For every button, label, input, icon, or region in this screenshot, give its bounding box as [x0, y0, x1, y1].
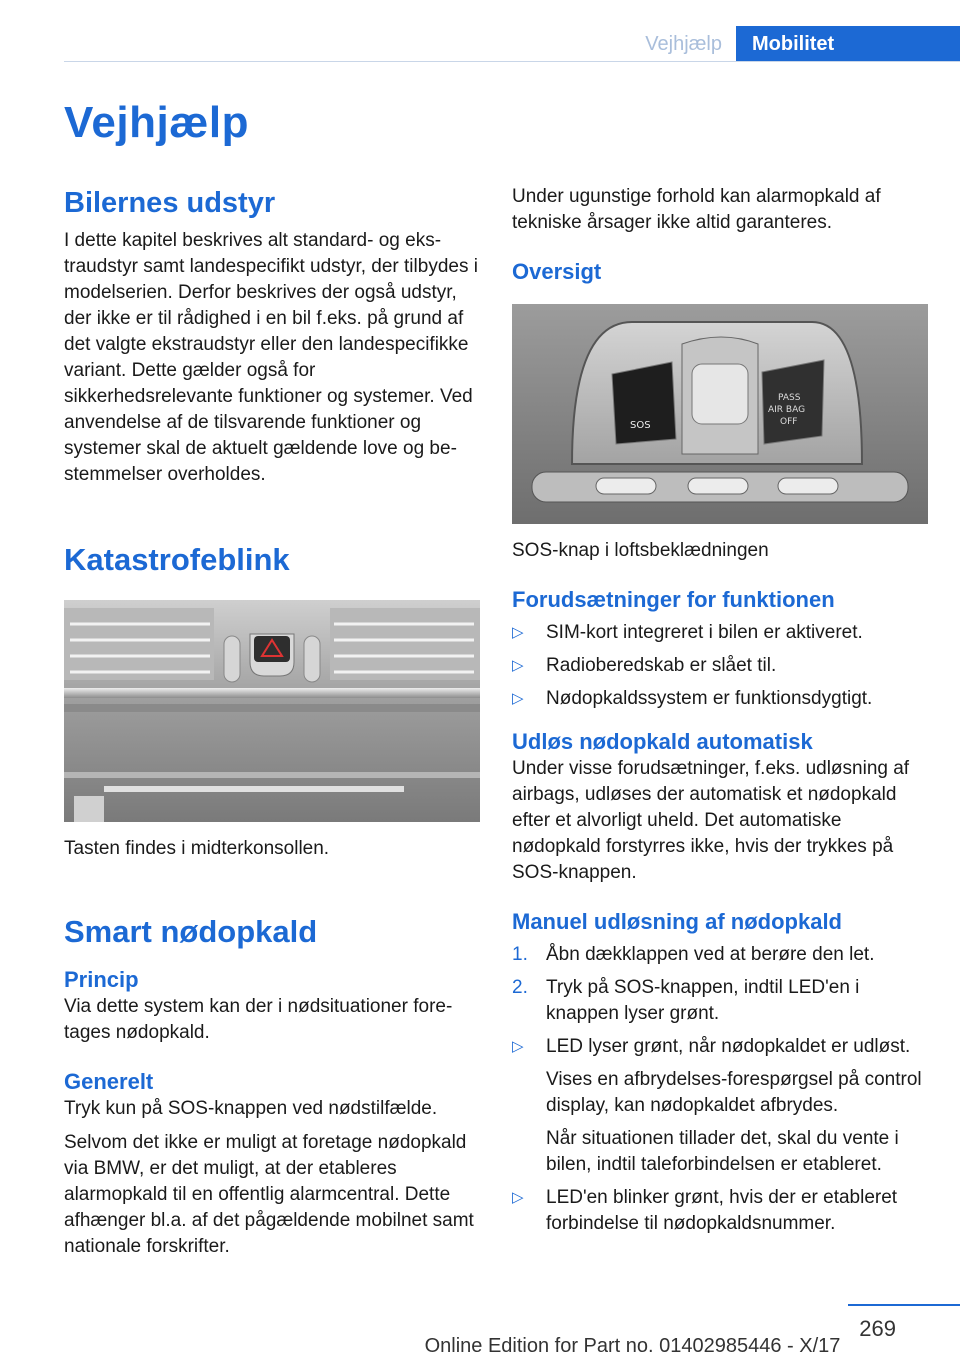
- subsection-title-princip: Princip: [64, 967, 139, 992]
- left-column: [64, 184, 480, 1260]
- pass-label: PASS: [778, 393, 801, 403]
- manuel-steps-list: [512, 942, 928, 1237]
- subsection-title-udlos-automatisk: Udløs nødopkald automatisk: [512, 729, 813, 754]
- princip-text: Via dette system kan der i nødsituationer foretages nødopkald.: [64, 996, 453, 1043]
- hazard-button-image: [64, 600, 480, 822]
- page-number: 269: [859, 1316, 896, 1341]
- intro-text: Under ugunstige forhold kan alarmopkald af tekniske årsager ikke altid garanteres.: [512, 186, 881, 233]
- header-tab-mobilitet[interactable]: Mobilitet: [736, 26, 960, 62]
- oversigt-caption: SOS-knap i loftsbeklædningen: [512, 540, 769, 561]
- triangle-bullet-icon: ▷: [512, 690, 524, 707]
- generelt-text-2: Selvom det ikke er muligt at foretage nødopkald via BMW, er det muligt, at der etableres alarmopkald til en offentlig alarmcentral. Dette afhænger bl.a. af det pågældende mobilnet samt nationale forskrifter.: [64, 1132, 474, 1257]
- triangle-bullet-icon: ▷: [512, 1189, 524, 1206]
- bilernes-udstyr-text: I dette kapitel beskrives alt standard- og ekstraudstyr samt landespecifikt udstyr, der tilbydes i modelserien. Derfor beskrives der også udstyr, der ikke er til rådighed i en bil f.eks. på grund af det valgte ekstraudstyr eller den landespecifikke variant. Dette gælder også for sikkerhedsrelevante funktioner og systemer. Ved anvendelse af de tilsvarende funktioner og systemer skal de aktuelt gældende love og bestemmelser overholdes.: [64, 230, 478, 485]
- subsection-title-manuel-udlosning: Manuel udløsning af nødopkald: [512, 909, 842, 934]
- list-item: ▷ Radioberedskab er slået til.: [512, 653, 928, 679]
- katastrofeblink-caption: Tasten findes i midterkonsollen.: [64, 838, 330, 859]
- page-title: Vejhjælp: [64, 98, 249, 147]
- off-label: OFF: [780, 417, 798, 427]
- footer-divider: [848, 1304, 960, 1306]
- edition-footer: Online Edition for Part no. 01402985446 - X/17: [424, 1335, 841, 1357]
- right-column: [512, 184, 928, 1244]
- step-item: 1. Åbn dækklappen ved at berøre den let.: [512, 944, 875, 965]
- section-title-smart-nodopkald: Smart nødopkald: [64, 914, 318, 949]
- section-title-katastrofeblink: Katastrofeblink: [64, 542, 290, 577]
- sos-console-illustration: [512, 304, 928, 524]
- airbag-label: AIR BAG: [768, 405, 806, 415]
- triangle-bullet-icon: ▷: [512, 1038, 524, 1055]
- generelt-text-1: Tryk kun på SOS-knappen ved nødstilfælde.: [64, 1098, 438, 1119]
- triangle-bullet-icon: ▷: [512, 657, 524, 674]
- udlos-text: Under visse forudsætninger, f.eks. udløsning af airbags, udløses der automatisk et nødopkald efter et alvorligt uheld. Det automatiske nødopkald forstyrres ikke, hvis der trykkes på SOS-knappen.: [512, 758, 910, 883]
- hazard-console-illustration: [64, 600, 480, 822]
- list-item: ▷ Nødopkaldssystem er funktionsdygtigt.: [512, 686, 928, 712]
- subsection-title-forudsaetninger: Forudsætninger for funktionen: [512, 587, 835, 612]
- step-item: 2. Tryk på SOS-knappen, indtil LED'en i knappen lyser grønt.: [512, 977, 860, 1024]
- subsection-title-generelt: Generelt: [64, 1069, 154, 1094]
- list-item: ▷ LED lyser grønt, når nødopkaldet er udløst. Vises en afbrydelses-forespørgsel på control display, kan nødopkaldet afbrydes. Når situationen tillader det, skal du vente i bilen, indtil taleforbindelsen er etableret.: [512, 1036, 922, 1175]
- triangle-bullet-icon: ▷: [512, 624, 524, 641]
- list-item: ▷ LED'en blinker grønt, hvis der er etableret forbindelse til nødopkaldsnummer.: [512, 1187, 898, 1234]
- list-item: ▷ SIM-kort integreret i bilen er aktiveret.: [512, 620, 928, 646]
- header-tab-vejhjaelp[interactable]: Vejhjælp: [645, 33, 722, 55]
- sos-button-image: [512, 304, 928, 524]
- subsection-title-oversigt: Oversigt: [512, 259, 602, 284]
- sos-label: SOS: [630, 420, 651, 431]
- section-title-bilernes-udstyr: Bilernes udstyr: [64, 187, 276, 219]
- forudsaetninger-list: [512, 620, 928, 712]
- header-divider: [64, 61, 960, 62]
